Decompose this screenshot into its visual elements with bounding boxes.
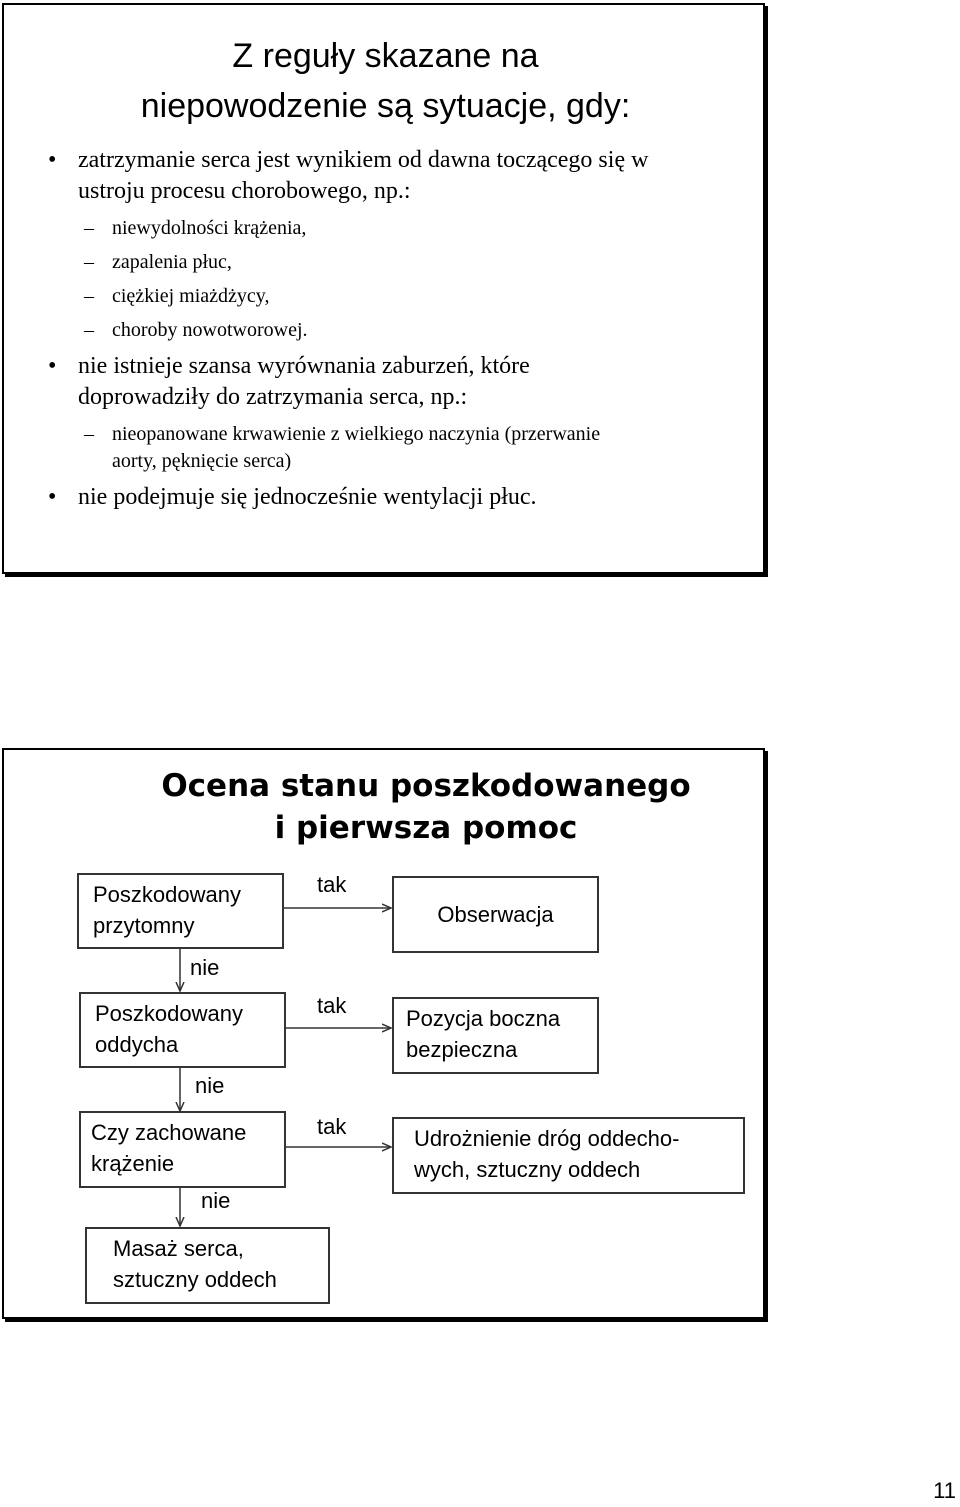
- sub-bullet: – choroby nowotworowej.: [48, 317, 748, 344]
- label-yes-3: tak: [317, 1114, 347, 1139]
- label-no-1: nie: [190, 955, 220, 980]
- box-cpr: Masaż serca, sztuczny oddech: [85, 1227, 330, 1304]
- box-circulation: Czy zachowane krążenie: [79, 1111, 286, 1188]
- box-observation: Obserwacja: [392, 876, 599, 953]
- slide1-title: [4, 31, 767, 131]
- sub-bullet: – nieopanowane krwawienie z wielkiego naczynia (przerwanie aorty, pęknięcie serca): [48, 421, 642, 475]
- slide1-title-line2: niepowodzenie są sytuacje, gdy:: [140, 87, 631, 125]
- label-yes-2: tak: [317, 993, 347, 1018]
- slide1-title-line1: Z reguły skazane na: [232, 37, 539, 75]
- sub-bullet: – ciężkiej miażdżycy,: [48, 283, 748, 310]
- sub-bullet: – niewydolności krążenia,: [48, 215, 748, 242]
- label-no-2: nie: [195, 1073, 225, 1098]
- box-conscious: Poszkodowany przytomny: [77, 873, 284, 949]
- slide2-title-line1: Ocena stanu poszkodowanego: [161, 768, 691, 804]
- page-number: 11: [933, 1478, 956, 1503]
- label-yes-1: tak: [317, 872, 347, 897]
- slide-first-aid-flowchart: [2, 748, 765, 1319]
- box-breathing: Poszkodowany oddycha: [79, 992, 286, 1068]
- box-recovery-position: Pozycja boczna bezpieczna: [392, 997, 599, 1074]
- bullet-no-ventilation: • nie podejmuje się jednocześnie wentylacji płuc.: [48, 482, 748, 513]
- slide1-bullet-list: [48, 145, 748, 521]
- slide2-title-line2: i pierwsza pomoc: [274, 810, 578, 846]
- label-no-3: nie: [201, 1188, 231, 1213]
- box-airway-ventilation: Udrożnienie dróg oddecho-wych, sztuczny oddech: [392, 1117, 745, 1194]
- bullet-chronic-disease: • zatrzymanie serca jest wynikiem od dawna toczącego się w ustroju procesu chorobowego, np.:: [48, 145, 718, 207]
- bullet-no-chance: • nie istnieje szansa wyrównania zaburzeń, które doprowadziły do zatrzymania serca, np.:: [48, 351, 638, 413]
- slide-contraindications: [2, 3, 765, 574]
- sub-bullet: – zapalenia płuc,: [48, 249, 748, 276]
